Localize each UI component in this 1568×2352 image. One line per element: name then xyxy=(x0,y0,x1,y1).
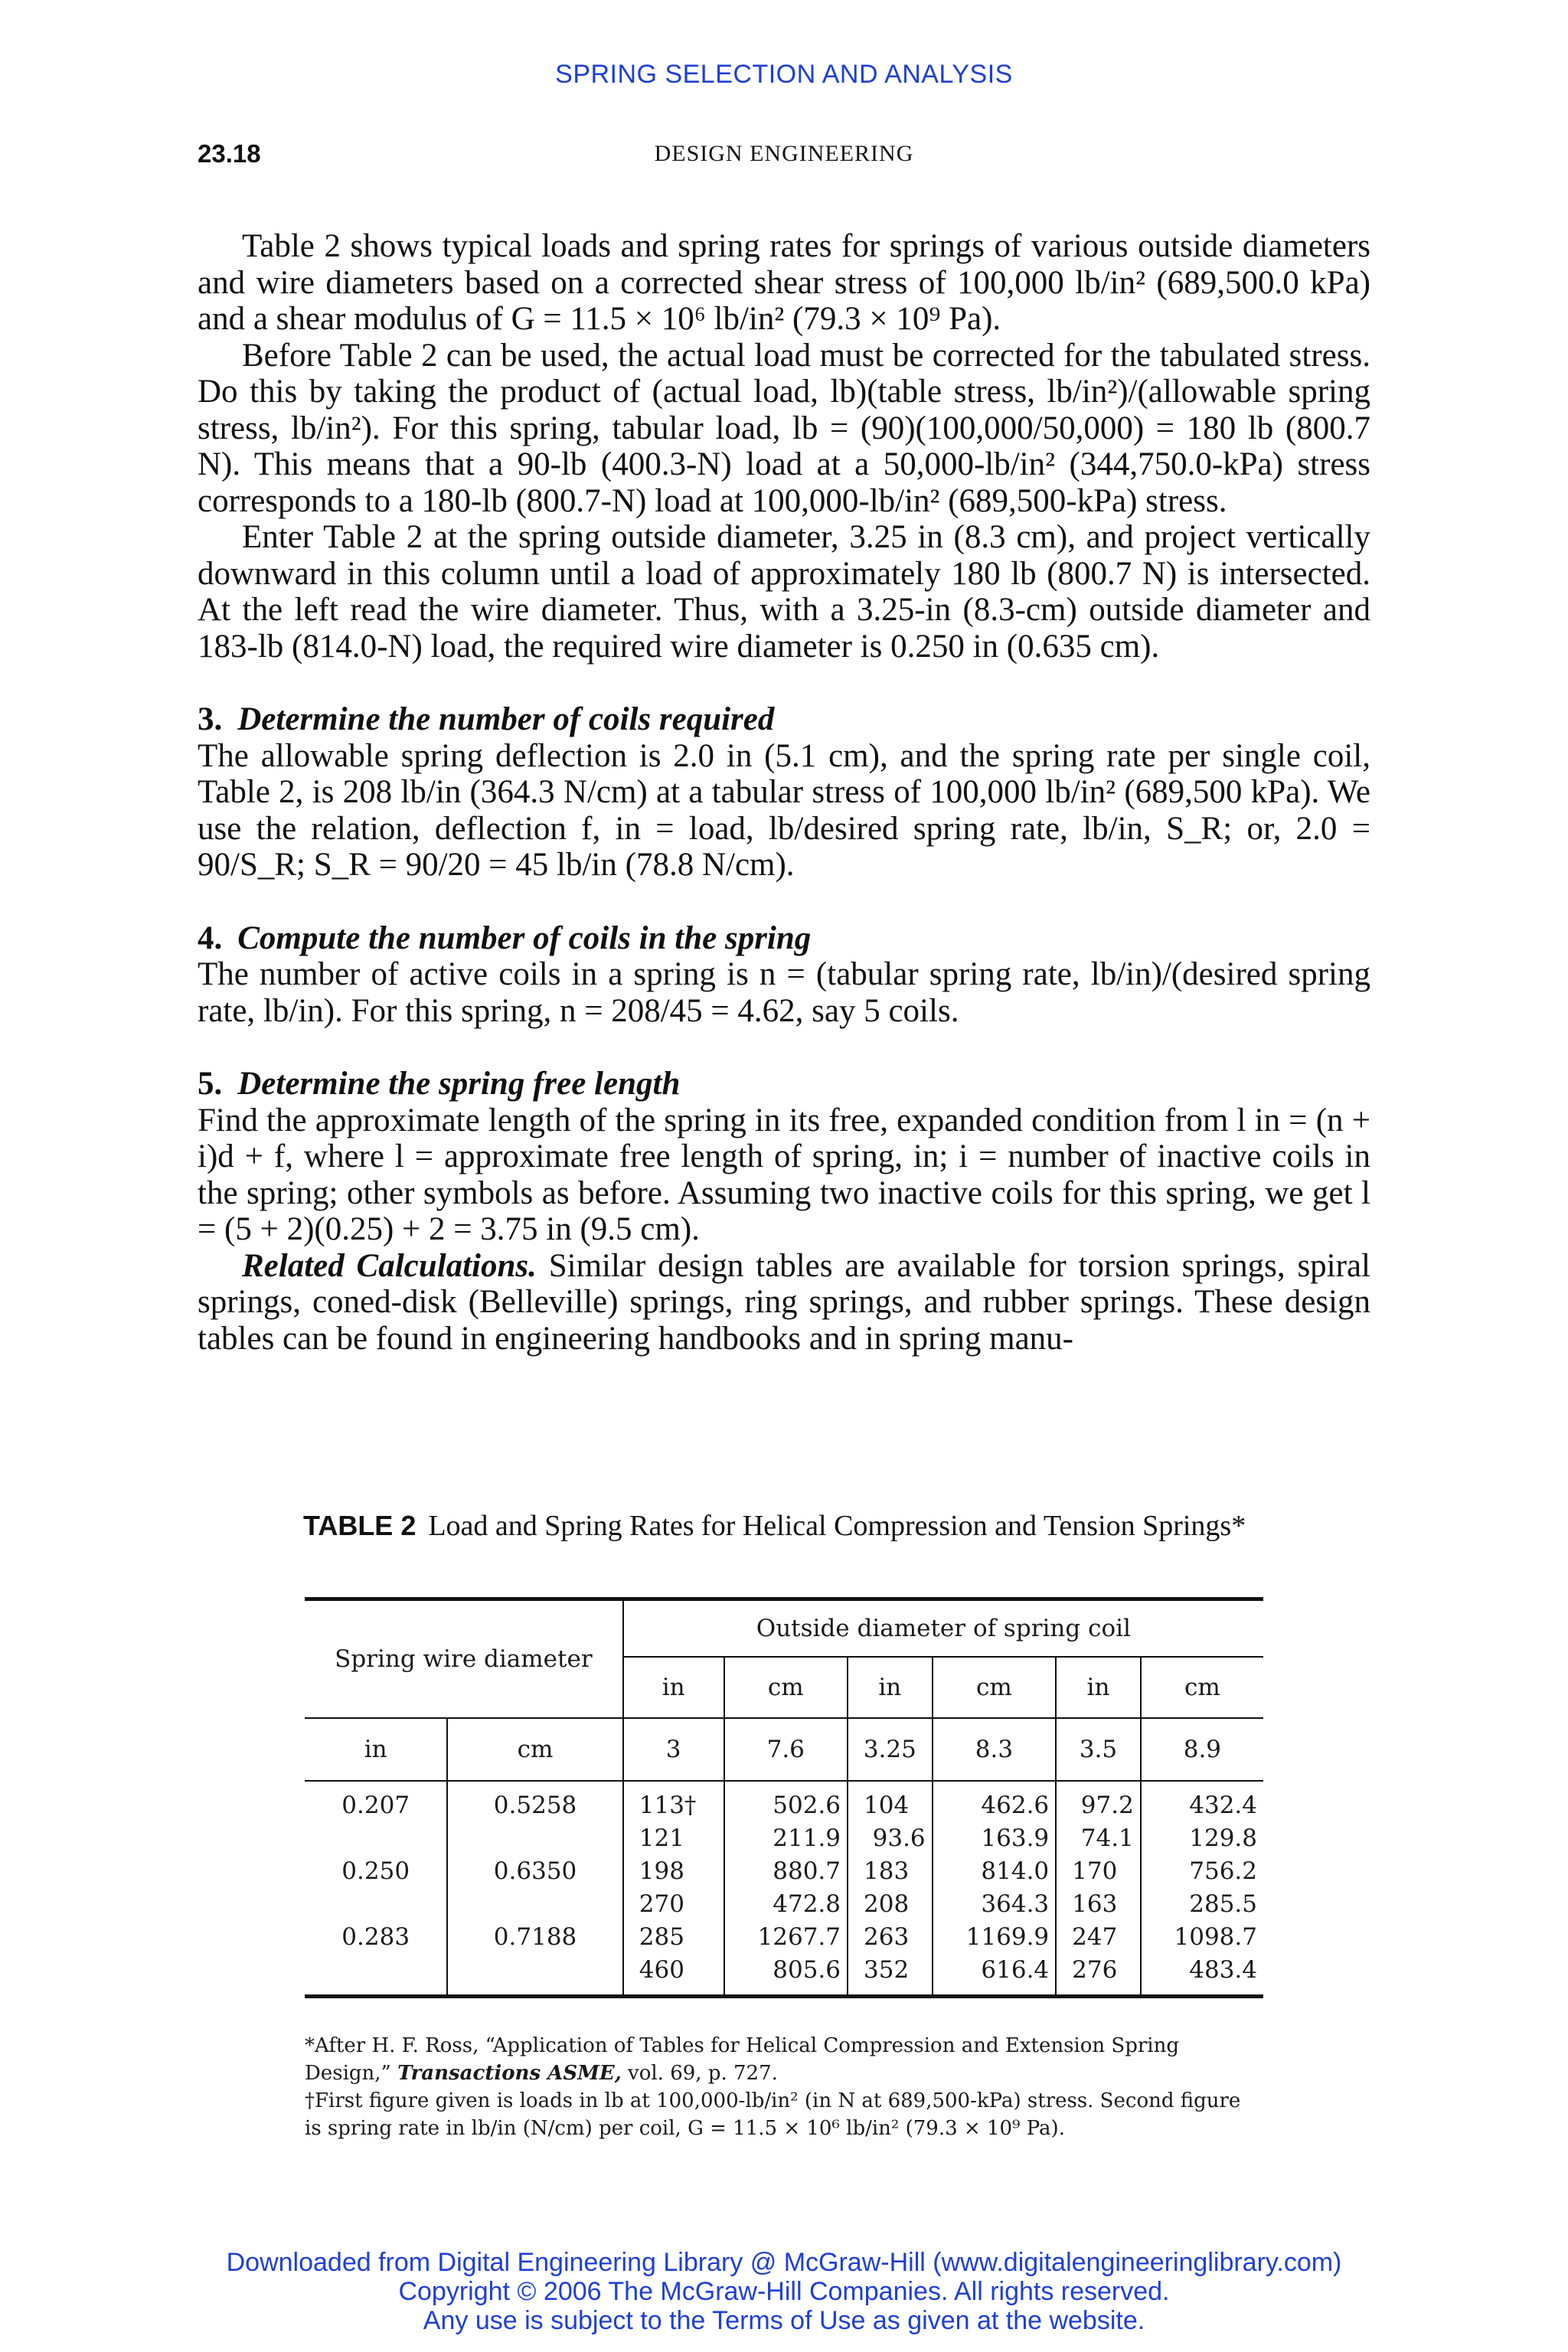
wire-in-cell: 0.250 xyxy=(341,1857,410,1885)
paragraph-table-usage: Table 2 shows typical loads and spring rates for springs of various outside diameters and wire diameters based on a corrected shear stress of 100,000 lb/in² (689,500.0 kPa) and a shear modulus of G = 11.5 × 10⁶ lb/in² (79.3 × 10⁹ Pa). xyxy=(198,228,1370,337)
step-3-text: The allowable spring deflection is 2.0 in (5.1 cm), and the spring rate per single coil, Table 2, is 208 lb/in (364.3 N/cm) at a tabular stress of 100,000 lb/in² (689,500 kPa). We use the relation, deflection f, in = load, lb/desired spring rate, lb/in, S_R; or, 2.0 = 90/S_R; S_R = 90/20 = 45 lb/in (78.8 N/cm). xyxy=(198,737,1370,883)
table-cell: 285.5 xyxy=(1141,1888,1263,1921)
wire-cm-cell: 0.6350 xyxy=(447,1855,622,1888)
table-cell: 208 xyxy=(848,1888,933,1921)
step-5-heading: 5. Determine the spring free length xyxy=(198,1066,681,1102)
table-cell: 129.8 xyxy=(1141,1822,1263,1855)
od-value: 3.5 xyxy=(1056,1718,1141,1781)
wire-diameter-header: Spring wire diameter xyxy=(335,1645,593,1673)
table-cell: 263 xyxy=(848,1921,933,1954)
unit-header: in xyxy=(1056,1657,1141,1718)
unit-header: cm xyxy=(1141,1657,1263,1718)
related-calculations xyxy=(198,1248,1370,1357)
table-cell: 163.9 xyxy=(933,1822,1057,1855)
table-cell: 270 xyxy=(623,1888,724,1921)
od-value: 3.25 xyxy=(848,1718,933,1781)
table-footnotes xyxy=(305,2032,1263,2142)
table-cell: 432.4 xyxy=(1141,1781,1263,1822)
table-caption-text: Load and Spring Rates for Helical Compression and Tension Springs* xyxy=(428,1510,1246,1542)
table-cell: 756.2 xyxy=(1141,1855,1263,1888)
table-cell: 285 xyxy=(623,1921,724,1954)
table-cell: 211.9 xyxy=(724,1822,848,1855)
table-cell: 104 xyxy=(848,1781,933,1822)
footnote-source: *After H. F. Ross, “Application of Tables for Helical Compression and Extension Spring Design,” Transactions ASME, vol. 69, p. 727. xyxy=(305,2034,1179,2085)
table-cell: 805.6 xyxy=(724,1954,848,1997)
footer-download-line: Downloaded from Digital Engineering Library @ McGraw-Hill (www.digitalengineeringlibrary.com) xyxy=(226,2248,1342,2277)
table-row xyxy=(305,1822,1263,1855)
table-cell: 97.2 xyxy=(1056,1781,1141,1822)
table-caption xyxy=(303,1508,1276,1544)
footer-terms-line: Any use is subject to the Terms of Use as given at the website. xyxy=(423,2306,1145,2335)
journal-name: Transactions ASME, xyxy=(397,2062,622,2085)
table-cell: 483.4 xyxy=(1141,1954,1263,1997)
wire-in-cell: 0.283 xyxy=(341,1923,410,1951)
wire-in-cell: 0.207 xyxy=(305,1781,447,1822)
table-cell: 198 xyxy=(623,1855,724,1888)
running-head: DESIGN ENGINEERING xyxy=(654,141,914,166)
table-cell: 163 xyxy=(1056,1888,1141,1921)
unit-header: cm xyxy=(724,1657,848,1718)
step-5 xyxy=(198,1066,1370,1357)
table-cell: 462.6 xyxy=(933,1781,1057,1822)
table-cell: 113† xyxy=(623,1781,724,1822)
step-3-heading: 3. Determine the number of coils required xyxy=(198,701,775,737)
table-cell: 364.3 xyxy=(933,1888,1057,1921)
outside-diameter-header: Outside diameter of spring coil xyxy=(623,1601,1263,1657)
unit-header: in xyxy=(623,1657,724,1718)
table-cell: 814.0 xyxy=(933,1855,1057,1888)
step-3 xyxy=(198,701,1370,884)
body-text xyxy=(198,228,1370,1357)
section-banner: SPRING SELECTION AND ANALYSIS xyxy=(555,60,1013,89)
table-cell: 616.4 xyxy=(933,1954,1057,1997)
table-cell: 121 xyxy=(623,1822,724,1855)
step-5-text: Find the approximate length of the spring in its free, expanded condition from l in = (n + i)d + f, where l = approximate free length of spring, in; i = number of inactive coils in the spring; other symbols as before. Assuming two inactive coils for this spring, we get l = (5 + 2)(0.25) + 2 = 3.75 in (9.5 cm). xyxy=(198,1102,1370,1247)
table-row xyxy=(305,1888,1263,1921)
table-cell: 472.8 xyxy=(724,1888,848,1921)
wire-cm-cell: 0.7188 xyxy=(447,1921,622,1954)
table-cell: 1267.7 xyxy=(724,1921,848,1954)
table-cell: 880.7 xyxy=(724,1855,848,1888)
download-footer xyxy=(0,2248,1568,2335)
table-row xyxy=(305,1954,1263,1997)
wire-unit-header: cm xyxy=(447,1718,622,1781)
footer-copyright-line: Copyright © 2006 The McGraw-Hill Companies. All rights reserved. xyxy=(398,2277,1170,2306)
table-row xyxy=(305,1855,1263,1888)
od-value: 8.3 xyxy=(933,1718,1057,1781)
unit-header: in xyxy=(848,1657,933,1718)
table-cell: 352 xyxy=(848,1954,933,1997)
table-cell: 502.6 xyxy=(724,1781,848,1822)
table-row xyxy=(305,1921,1263,1954)
table-cell: 460 xyxy=(623,1954,724,1997)
table-cell: 1098.7 xyxy=(1141,1921,1263,1954)
paragraph-load-correction: Before Table 2 can be used, the actual load must be corrected for the tabulated stress. Do this by taking the product of (actual load, lb)(table stress, lb/in²)/(allowable spring stress, lb/in²). For this spring, tabular load, lb = (90)(100,000/50,000) = 180 lb (800.7 N). This means that a 90-lb (400.3-N) load at a 50,000-lb/in² (344,750.0-kPa) stress corresponds to a 180-lb (800.7-N) load at 100,000-lb/in² (689,500-kPa) stress. xyxy=(198,337,1370,519)
related-calculations-text: Similar design tables are available for torsion springs, spiral springs, coned-disk (Belleville) springs, ring springs, and rubber springs. These design tables can be found in engineering handbooks and in spring manu- xyxy=(198,1247,1370,1357)
wire-cm-cell: 0.5258 xyxy=(447,1781,622,1822)
table-cell: 93.6 xyxy=(848,1822,933,1855)
table-label: TABLE 2 xyxy=(303,1510,416,1541)
table-row xyxy=(305,1781,1263,1822)
step-4-text: The number of active coils in a spring is n = (tabular spring rate, lb/in)/(desired spring rate, lb/in). For this spring, n = 208/45 = 4.62, say 5 coils. xyxy=(198,956,1370,1029)
footnote-dagger: †First figure given is loads in lb at 100,000-lb/in² (in N at 689,500-kPa) stress. Second figure is spring rate in lb/in (N/cm) per coil, G = 11.5 × 10⁶ lb/in² (79.3 × 10⁹ Pa). xyxy=(305,2089,1241,2140)
step-4 xyxy=(198,920,1370,1030)
step-4-heading: 4. Compute the number of coils in the spring xyxy=(198,920,812,956)
table-cell: 247 xyxy=(1056,1921,1141,1954)
unit-header: cm xyxy=(933,1657,1057,1718)
table-cell: 1169.9 xyxy=(933,1921,1057,1954)
table-cell: 170 xyxy=(1056,1855,1141,1888)
related-calculations-label: Related Calculations. xyxy=(242,1247,537,1284)
table-cell: 74.1 xyxy=(1056,1822,1141,1855)
table-cell: 183 xyxy=(848,1855,933,1888)
paragraph-wire-diameter: Enter Table 2 at the spring outside diameter, 3.25 in (8.3 cm), and project vertically downward in this column until a load of approximately 180 lb (800.7 N) is intersected. At the left read the wire diameter. Thus, with a 3.25-in (8.3-cm) outside diameter and 183-lb (814.0-N) load, the required wire diameter is 0.250 in (0.635 cm). xyxy=(198,519,1370,665)
page-number: 23.18 xyxy=(198,139,261,168)
od-value: 8.9 xyxy=(1141,1718,1263,1781)
od-value: 3 xyxy=(623,1718,724,1781)
wire-unit-header: in xyxy=(305,1718,447,1781)
od-value: 7.6 xyxy=(724,1718,848,1781)
table-cell: 276 xyxy=(1056,1954,1141,1997)
spring-rate-table xyxy=(305,1597,1263,1998)
